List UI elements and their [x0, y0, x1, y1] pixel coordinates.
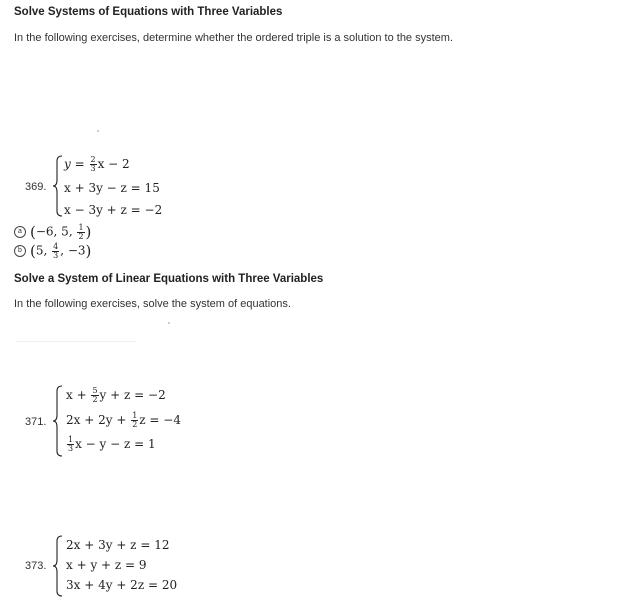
- fraction: $\frac{1}{2}$: [78, 222, 84, 241]
- equation-1: x + $\frac{5}{2}$ y + z = −2: [66, 386, 166, 404]
- equation-1: y = $\frac{2}{3}$ x − 2: [64, 155, 130, 173]
- artifact-dot: [97, 130, 99, 132]
- artifact-line: [16, 341, 136, 342]
- problem-number: 373.: [25, 560, 47, 572]
- left-brace-icon: [52, 155, 64, 217]
- fraction: $\frac{2}{3}$: [90, 155, 96, 173]
- section-intro: In the following exercises, determine whether the ordered triple is a solution to the system.: [14, 32, 454, 44]
- choice-marker-b: b: [14, 245, 26, 257]
- equation-3: $\frac{1}{3}$ x − y − z = 1: [68, 435, 156, 453]
- fraction: $\frac{1}{2}$: [132, 411, 138, 429]
- section-title-three-variables: Solve Systems of Equations with Three Variables: [14, 6, 283, 18]
- choice-b: b (5, $\frac{4}{3}$ , −3): [14, 242, 91, 260]
- equation-3: 3x + 4y + 2z = 20: [66, 578, 178, 592]
- left-brace-icon: [52, 535, 64, 597]
- choice-a: a (−6, 5, $\frac{1}{2}$ ): [14, 223, 91, 241]
- equation-3: x − 3y + z = −2: [64, 203, 163, 217]
- problem-number: 369.: [25, 181, 47, 193]
- fraction: $\frac{5}{2}$: [92, 386, 98, 404]
- left-brace-icon: [52, 385, 64, 457]
- section-intro: In the following exercises, solve the system of equations.: [14, 298, 291, 310]
- equation-2: 2x + 2y + $\frac{1}{2}$ z = −4: [66, 411, 181, 429]
- fraction: $\frac{4}{3}$: [53, 241, 59, 260]
- artifact-dot: [168, 322, 170, 324]
- choice-marker-a: a: [14, 226, 26, 238]
- problem-number: 371.: [25, 416, 47, 428]
- equation-2: x + y + z = 9: [66, 558, 147, 572]
- section-title-linear-three-variables: Solve a System of Linear Equations with Three Variables: [14, 273, 324, 285]
- fraction: $\frac{1}{3}$: [68, 435, 74, 453]
- equation-2: x + 3y − z = 15: [64, 181, 160, 195]
- equation-1: 2x + 3y + z = 12: [66, 538, 170, 552]
